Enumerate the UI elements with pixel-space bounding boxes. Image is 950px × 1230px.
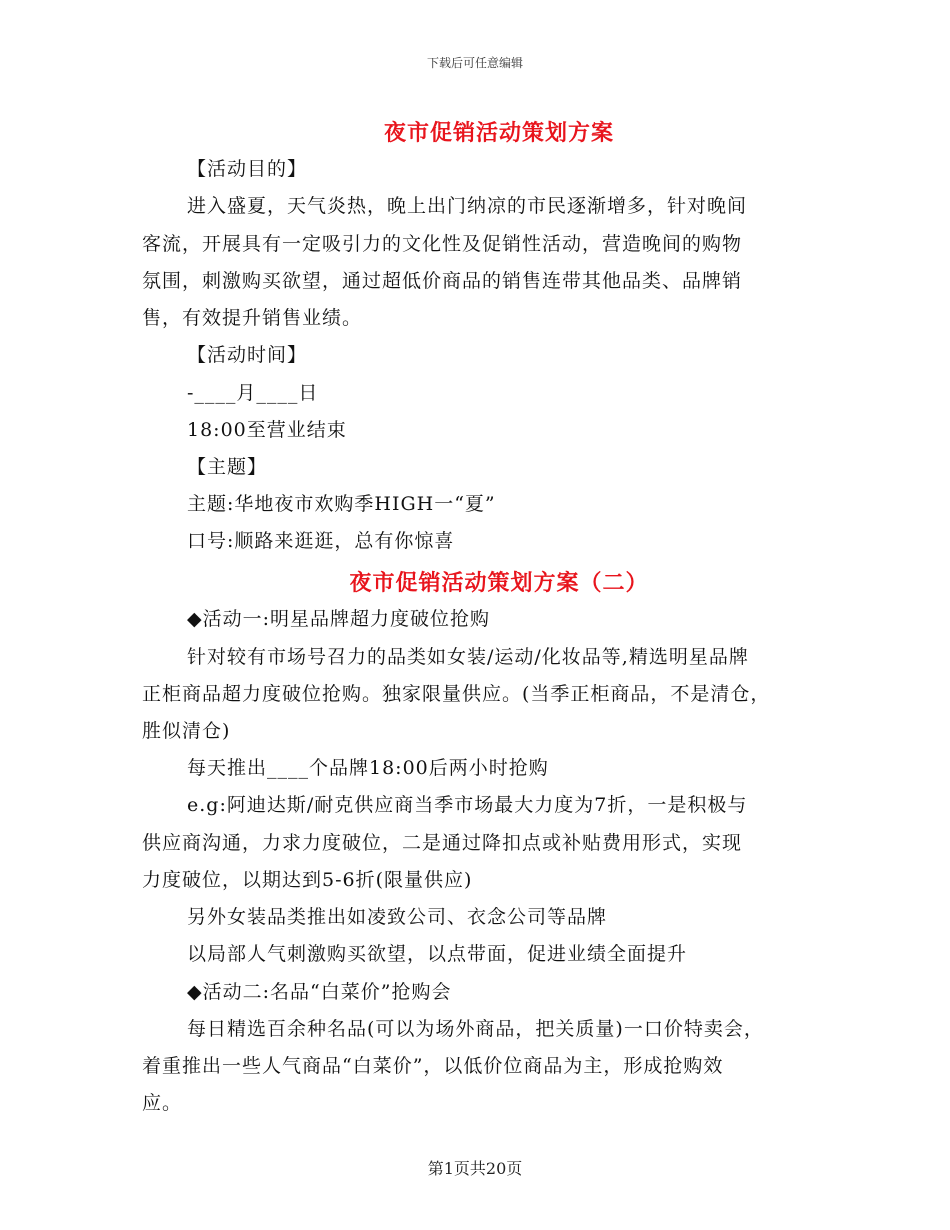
purpose-line: 售，有效提升销售业绩。 (142, 307, 363, 329)
activity1-line: 针对较有市场号召力的品类如女装/运动/化妆品等,精选明星品牌 (187, 646, 749, 668)
header-note: 下载后可任意编辑 (426, 56, 523, 70)
purpose-line: 氛围，刺激购买欲望，通过超低价商品的销售连带其他品类、品牌销 (142, 270, 743, 292)
time-line: 18:00至营业结束 (187, 419, 347, 441)
time-heading: 【活动时间】 (187, 344, 308, 366)
example-line: e.g:阿迪达斯/耐克供应商当季市场最大力度为7折，一是积极与 (187, 794, 748, 816)
theme-heading: 【主题】 (187, 456, 268, 478)
extra-line: 另外女装品类推出如凌致公司、衣念公司等品牌 (187, 906, 608, 928)
purpose-line: 进入盛夏，天气炎热，晚上出门纳凉的市民逐渐增多，针对晚间 (187, 195, 748, 217)
activity1-line: 胜似清仓) (142, 720, 231, 742)
purpose-heading: 【活动目的】 (187, 158, 308, 180)
activity1-line: 正柜商品超力度破位抢购。独家限量供应。(当季正柜商品，不是清仓， (142, 683, 771, 705)
activity2-line: 着重推出一些人气商品“白菜价”，以低价位商品为主，形成抢购效 (142, 1055, 724, 1077)
extra-line: 以局部人气刺激购买欲望，以点带面，促进业绩全面提升 (187, 943, 688, 965)
page-footer: 第1页共20页 (427, 1159, 523, 1178)
document-title: 夜市促销活动策划方案 (383, 120, 614, 146)
example-line: 供应商沟通，力求力度破位，二是通过降扣点或补贴费用形式，实现 (142, 832, 743, 854)
daily-brand-line: 每天推出____个品牌18:00后两小时抢购 (187, 757, 549, 779)
purpose-line: 客流，开展具有一定吸引力的文化性及促销性活动，营造晚间的购物 (142, 233, 743, 255)
slogan-line: 口号:顺路来逛逛，总有你惊喜 (187, 530, 455, 552)
example-line: 力度破位，以期达到5-6折(限量供应) (142, 869, 473, 891)
document-title-2: 夜市促销活动策划方案（二） (349, 570, 649, 596)
theme-line: 主题:华地夜市欢购季HIGH一“夏” (187, 493, 496, 515)
activity2-line: 应。 (142, 1092, 183, 1114)
activity1-heading: ◆活动一:明星品牌超力度破位抢购 (187, 608, 491, 630)
activity2-line: 每日精选百余种名品(可以为场外商品，把关质量)一口价特卖会， (187, 1018, 764, 1040)
activity2-heading: ◆活动二:名品“白菜价”抢购会 (187, 981, 452, 1003)
date-line: -____月____日 (187, 382, 319, 404)
